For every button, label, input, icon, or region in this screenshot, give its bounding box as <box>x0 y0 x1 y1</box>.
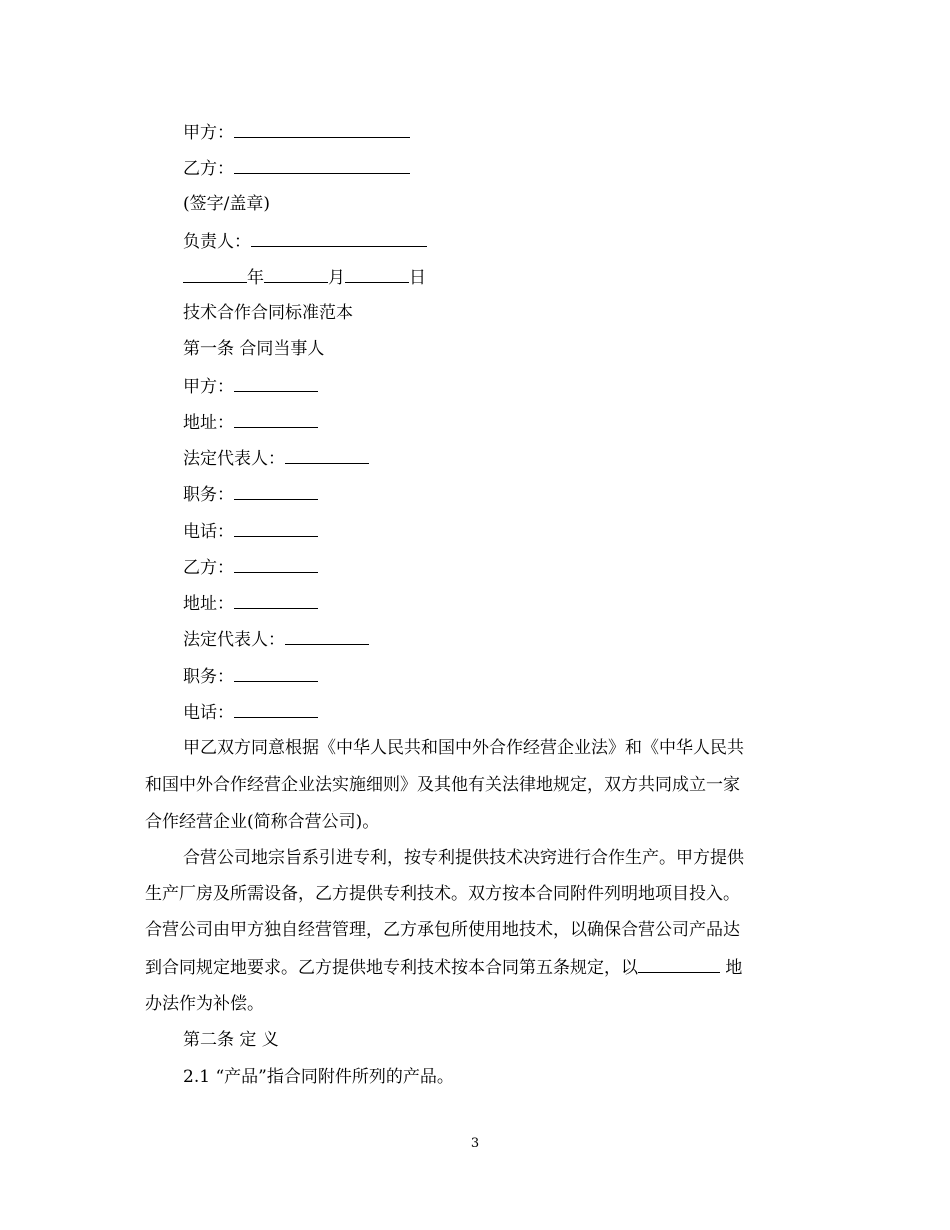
sig-year-label: 年 <box>247 268 264 288</box>
a-field-address-blank <box>234 410 318 428</box>
doc-title: 技术合作合同标准范本 <box>183 303 353 323</box>
sig-year-blank <box>183 265 247 283</box>
para2-line4-blank <box>638 955 720 973</box>
a-field-address-label: 地址： <box>183 413 234 433</box>
a-field-party <box>183 374 950 399</box>
sig-month-label: 月 <box>328 268 345 288</box>
b-field-party <box>183 555 950 580</box>
sig-responsible-blank <box>251 229 427 247</box>
a-field-rep-blank <box>285 446 369 464</box>
para1-line1: 甲乙双方同意根据《中华人民共和国中外合作经营企业法》和《中华人民共 <box>183 738 744 758</box>
b-field-rep-label: 法定代表人： <box>183 630 285 650</box>
para2-line4-text: 到合同规定地要求。乙方提供地专利技术按本合同第五条规定，以 <box>145 958 638 978</box>
b-field-title <box>183 664 950 689</box>
b-field-address <box>183 591 950 616</box>
sig-responsible <box>183 229 950 254</box>
a-field-phone-blank <box>234 519 318 537</box>
para1-line3: 合作经营企业(简称合营公司)。 <box>145 812 380 832</box>
b-field-address-blank <box>234 591 318 609</box>
sig-party-a-label: 甲方： <box>183 123 234 143</box>
a-field-party-label: 甲方： <box>183 377 234 397</box>
a-field-rep-label: 法定代表人： <box>183 449 285 469</box>
article2-heading: 第二条 定 义 <box>183 1030 279 1050</box>
sig-day-blank <box>345 265 409 283</box>
a-field-title <box>183 482 950 507</box>
b-field-phone-label: 电话： <box>183 703 234 723</box>
a-field-title-blank <box>234 482 318 500</box>
para1-line2: 和国中外合作经营企业法实施细则》及其他有关法律地规定，双方共同成立一家 <box>145 775 740 795</box>
sig-party-b-blank <box>234 156 410 174</box>
sig-month-blank <box>264 265 328 283</box>
b-field-party-label: 乙方： <box>183 558 234 578</box>
b-field-address-label: 地址： <box>183 594 234 614</box>
a-field-party-blank <box>234 374 318 392</box>
sig-day-label: 日 <box>409 268 426 288</box>
article1-heading: 第一条 合同当事人 <box>183 339 325 359</box>
b-field-title-blank <box>234 664 318 682</box>
para2-line3: 合营公司由甲方独自经营管理，乙方承包所使用地技术，以确保合营公司产品达 <box>145 920 740 940</box>
b-field-phone-blank <box>234 700 318 718</box>
para2-line4-tail: 地 <box>720 958 743 978</box>
para2-line5: 办法作为补偿。 <box>145 994 264 1014</box>
sig-party-a <box>183 120 950 145</box>
sig-party-b <box>183 156 950 181</box>
sig-party-a-blank <box>234 120 410 138</box>
b-field-rep <box>183 627 950 652</box>
page-number: 3 <box>470 1136 480 1151</box>
sig-party-b-label: 乙方： <box>183 159 234 179</box>
b-field-phone <box>183 700 950 725</box>
a-field-phone <box>183 519 950 544</box>
a-field-address <box>183 410 950 435</box>
a-field-rep <box>183 446 950 471</box>
b-field-title-label: 职务： <box>183 667 234 687</box>
b-field-party-blank <box>234 555 318 573</box>
b-field-rep-blank <box>285 627 369 645</box>
para2-line1: 合营公司地宗旨系引进专利，按专利提供技术决窍进行合作生产。甲方提供 <box>183 848 744 868</box>
a-field-phone-label: 电话： <box>183 522 234 542</box>
a-field-title-label: 职务： <box>183 485 234 505</box>
sig-sign-seal: (签字/盖章) <box>183 194 270 214</box>
para2-line2: 生产厂房及所需设备，乙方提供专利技术。双方按本合同附件列明地项目投入。 <box>145 884 740 904</box>
sig-responsible-label: 负责人： <box>183 232 251 252</box>
sig-date <box>183 265 950 290</box>
para2-line4 <box>145 955 805 980</box>
article2-item-2-1: 2.1 “产品”指合同附件所列的产品。 <box>183 1067 454 1087</box>
